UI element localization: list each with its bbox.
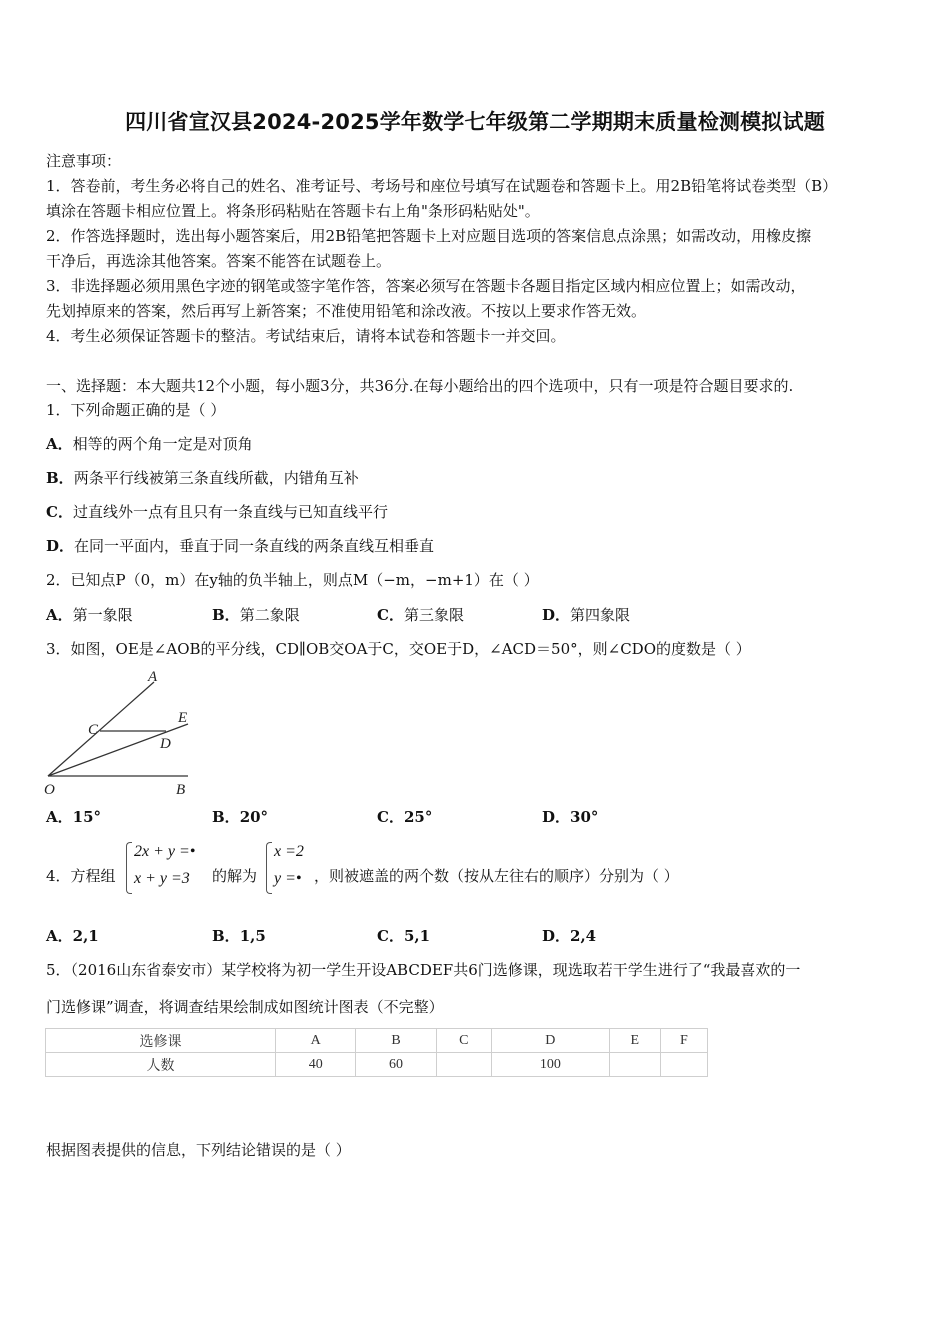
option-text: 2,1: [72, 927, 99, 945]
option-key: B．: [212, 808, 240, 826]
table-cell: E: [609, 1029, 660, 1053]
option-text: 相等的两个角一定是对顶角: [72, 435, 253, 453]
q2-option-c[interactable]: [377, 605, 464, 625]
notice-heading: 注意事项：: [46, 152, 122, 170]
table-cell: [436, 1053, 491, 1077]
table-cell: 选修课: [46, 1029, 276, 1053]
table-cell: 人数: [46, 1053, 276, 1077]
survey-table: [45, 1028, 708, 1077]
notice-line: 先划掉原来的答案，然后再写上新答案；不准使用铅笔和涂改液。不按以上要求作答无效。: [46, 302, 647, 320]
label-c: C: [88, 722, 99, 738]
table-cell: F: [660, 1029, 707, 1053]
q4-option-a[interactable]: [46, 926, 99, 946]
label-a: A: [148, 669, 158, 685]
option-key: D．: [542, 606, 571, 624]
option-text: 两条平行线被第三条直线所截，内错角互补: [73, 469, 359, 487]
option-text: 第三象限: [403, 606, 464, 624]
q4-option-c[interactable]: [377, 926, 430, 946]
notice-line: 2．作答选择题时，选出每小题答案后，用2B铅笔把答题卡上对应题目选项的答案信息点涂黑；如需改动，用橡皮擦: [46, 227, 812, 245]
option-text: 2,4: [570, 927, 597, 945]
table-cell: [660, 1053, 707, 1077]
solution-x: x =2: [274, 843, 304, 860]
table-cell: 60: [356, 1053, 436, 1077]
option-key: D．: [542, 808, 571, 826]
q4-option-b[interactable]: [212, 926, 266, 946]
question-4-mid: 的解为: [212, 867, 258, 885]
option-key: C．: [377, 606, 404, 624]
question-4-suffix: ，则被遮盖的两个数（按从左往右的顺序）分别为（ ）: [314, 867, 679, 885]
option-key: A．: [46, 435, 73, 453]
angle-figure: [40, 668, 210, 798]
option-key: B．: [212, 606, 240, 624]
q1-option-c[interactable]: [46, 502, 388, 522]
notice-line: 填涂在答题卡相应位置上。将条形码粘贴在答题卡右上角"条形码粘贴处"。: [46, 202, 540, 220]
option-text: 第四象限: [570, 606, 631, 624]
option-key: A．: [46, 927, 73, 945]
table-cell: D: [491, 1029, 609, 1053]
option-key: A．: [46, 808, 73, 826]
option-text: 15°: [72, 808, 102, 826]
table-cell: C: [436, 1029, 491, 1053]
question-5-line2: 门选修课”调查，将调查结果绘制成如图统计图表（不完整）: [46, 998, 444, 1016]
q1-option-b[interactable]: [46, 468, 359, 488]
option-key: D．: [542, 927, 571, 945]
table-cell: [609, 1053, 660, 1077]
q1-option-d[interactable]: [46, 536, 434, 556]
option-text: 30°: [570, 808, 599, 826]
q3-option-d[interactable]: [542, 807, 598, 827]
notice-line: 3．非选择题必须用黑色字迹的钢笔或签字笔作答，答案必须写在答题卡各题目指定区域内相应位置上；如需改动，: [46, 277, 806, 295]
equation-2: x + y =3: [134, 870, 190, 887]
option-key: B．: [46, 469, 74, 487]
q3-option-c[interactable]: [377, 807, 432, 827]
q2-option-b[interactable]: [212, 605, 300, 625]
option-text: 在同一平面内，垂直于同一条直线的两条直线互相垂直: [74, 537, 435, 555]
question-5-line1: 5．（2016山东省泰安市）某学校将为初一学生开设ABCDEF共6门选修课，现选取若干学生进行了“我最喜欢的一: [46, 961, 801, 979]
equation-1: 2x + y =•: [134, 843, 196, 860]
q2-option-d[interactable]: [542, 605, 630, 625]
question-4-prefix: 4．方程组: [46, 867, 116, 885]
table-row: [46, 1029, 708, 1053]
option-key: C．: [377, 927, 404, 945]
q1-option-a[interactable]: [46, 434, 253, 454]
option-key: B．: [212, 927, 240, 945]
question-3-stem: 3．如图，OE是∠AOB的平分线，CD∥OB交OA于C，交OE于D，∠ACD＝50°，则∠CDO的度数是（ ）: [46, 640, 751, 658]
solution-y: y =•: [274, 870, 302, 887]
table-cell: A: [276, 1029, 356, 1053]
option-key: C．: [46, 503, 73, 521]
option-text: 25°: [403, 808, 433, 826]
notice-line: 1．答卷前，考生务必将自己的姓名、准考证号、考场号和座位号填写在试题卷和答题卡上。用2B铅笔将试卷类型（B）: [46, 177, 838, 195]
ray-oa: [48, 682, 154, 776]
label-d: D: [160, 736, 171, 752]
q3-option-b[interactable]: [212, 807, 268, 827]
notice-line: 干净后，再选涂其他答案。答案不能答在试题卷上。: [46, 252, 392, 270]
label-o: O: [44, 782, 55, 798]
page-title: 四川省宣汉县2024-2025学年数学七年级第二学期期末质量检测模拟试题: [125, 110, 825, 134]
option-key: D．: [46, 537, 75, 555]
table-cell: B: [356, 1029, 436, 1053]
option-text: 第二象限: [239, 606, 300, 624]
option-text: 1,5: [239, 927, 266, 945]
label-b: B: [176, 782, 186, 798]
q2-option-a[interactable]: [46, 605, 133, 625]
option-text: 第一象限: [72, 606, 133, 624]
table-row: [46, 1053, 708, 1077]
question-2-stem: 2．已知点P（0，m）在y轴的负半轴上，则点M（−m，−m+1）在（ ）: [46, 571, 539, 589]
equation-brace: [126, 842, 132, 894]
question-5-prompt: 根据图表提供的信息，下列结论错误的是（ ）: [46, 1141, 351, 1159]
q4-option-d[interactable]: [542, 926, 596, 946]
option-text: 5,1: [403, 927, 431, 945]
option-text: 20°: [239, 808, 269, 826]
option-key: C．: [377, 808, 404, 826]
question-1-stem: 1．下列命题正确的是（ ）: [46, 401, 226, 419]
option-text: 过直线外一点有且只有一条直线与已知直线平行: [72, 503, 388, 521]
option-key: A．: [46, 606, 73, 624]
solution-brace: [266, 842, 272, 894]
q3-option-a[interactable]: [46, 807, 101, 827]
notice-line: 4．考生必须保证答题卡的整洁。考试结束后，请将本试卷和答题卡一并交回。: [46, 327, 566, 345]
section-heading: 一、选择题：本大题共12个小题，每小题3分，共36分.在每小题给出的四个选项中，只有一项是符合题目要求的.: [46, 377, 794, 395]
table-cell: 100: [491, 1053, 609, 1077]
table-cell: 40: [276, 1053, 356, 1077]
label-e: E: [178, 710, 188, 726]
